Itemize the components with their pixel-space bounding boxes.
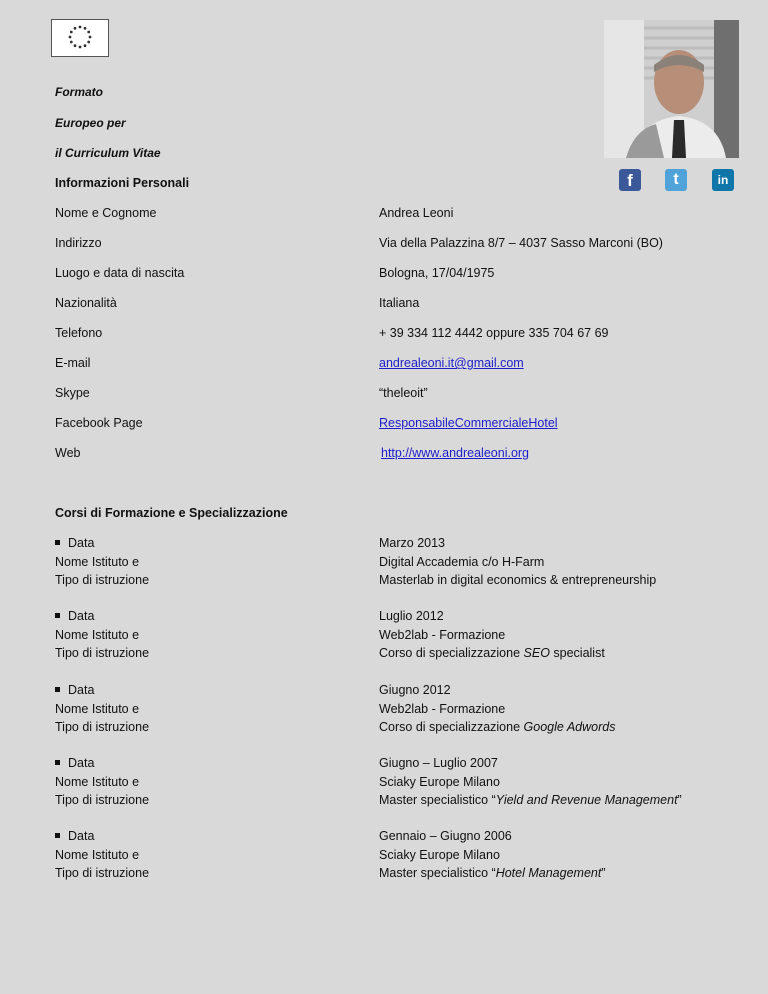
course-type: Master specialistico “Hotel Management”: [379, 866, 606, 880]
label-web: Web: [55, 446, 81, 460]
course-institute: Sciaky Europe Milano: [379, 847, 500, 862]
email-link[interactable]: andrealeoni.it@gmail.com: [379, 356, 524, 370]
value-phone: + 39 334 112 4442 oppure 335 704 67 69: [379, 326, 609, 340]
course-entry: Data Nome Istituto e Tipo di istruzione Luglio 2012 Web2lab - Formazione Corso di specializzazione SEO specialist: [55, 607, 715, 663]
course-entry: Data Nome Istituto e Tipo di istruzione Giugno – Luglio 2007 Sciaky Europe Milano Master specialistico “Yield and Revenue Management”: [55, 754, 715, 810]
personal-info-title: Informazioni Personali: [55, 176, 190, 190]
label-phone: Telefono: [55, 326, 103, 340]
label-birth: Luogo e data di nascita: [55, 266, 185, 280]
eu-flag-logo: [51, 19, 109, 57]
label-nationality: Nazionalità: [55, 296, 117, 310]
course-institute: Sciaky Europe Milano: [379, 774, 500, 789]
course-date: Luglio 2012: [379, 609, 444, 623]
course-date: Marzo 2013: [379, 536, 446, 550]
course-institute: Web2lab - Formazione: [379, 627, 506, 642]
course-entry: Data Nome Istituto e Tipo di istruzione Giugno 2012 Web2lab - Formazione Corso di specializzazione Google Adwords: [55, 681, 715, 737]
header-curriculum: il Curriculum Vitae: [55, 146, 161, 160]
value-birth: Bologna, 17/04/1975: [379, 266, 495, 280]
label-facebook: Facebook Page: [55, 416, 143, 430]
value-skype: “theleoit”: [379, 386, 428, 400]
profile-photo: [604, 20, 739, 158]
label-address: Indirizzo: [55, 236, 102, 250]
header-europeo: Europeo per: [55, 116, 126, 130]
course-type: Masterlab in digital economics & entrepreneurship: [379, 573, 657, 587]
course-date: Giugno 2012: [379, 683, 451, 697]
value-address: Via della Palazzina 8/7 – 4037 Sasso Marconi (BO): [379, 236, 663, 250]
header-formato: Formato: [55, 85, 103, 99]
label-name: Nome e Cognome: [55, 206, 157, 220]
value-name: Andrea Leoni: [379, 206, 454, 220]
label-skype: Skype: [55, 386, 90, 400]
course-type: Corso di specializzazione Google Adwords: [379, 720, 616, 734]
course-institute: Web2lab - Formazione: [379, 701, 506, 716]
course-date: Gennaio – Giugno 2006: [379, 829, 512, 843]
eu-stars-icon: [52, 20, 108, 56]
courses-title: Corsi di Formazione e Specializzazione: [55, 506, 288, 520]
value-nationality: Italiana: [379, 296, 420, 310]
course-type: Corso di specializzazione SEO specialist: [379, 646, 605, 660]
facebook-icon[interactable]: f: [619, 169, 641, 191]
facebook-page-link[interactable]: ResponsabileCommercialeHotel: [379, 416, 558, 430]
label-email: E-mail: [55, 356, 91, 370]
course-type: Master specialistico “Yield and Revenue Management”: [379, 793, 682, 807]
course-date: Giugno – Luglio 2007: [379, 756, 498, 770]
twitter-icon[interactable]: t: [665, 169, 687, 191]
course-entry: Data Nome Istituto e Tipo di istruzione Marzo 2013 Digital Accademia c/o H-Farm Masterlab in digital economics & entrepreneurship: [55, 534, 715, 590]
web-link[interactable]: http://www.andrealeoni.org: [381, 446, 530, 460]
course-institute: Digital Accademia c/o H-Farm: [379, 554, 545, 569]
course-entry: Data Nome Istituto e Tipo di istruzione Gennaio – Giugno 2006 Sciaky Europe Milano Master specialistico “Hotel Management”: [55, 827, 715, 883]
linkedin-icon[interactable]: in: [712, 169, 734, 191]
